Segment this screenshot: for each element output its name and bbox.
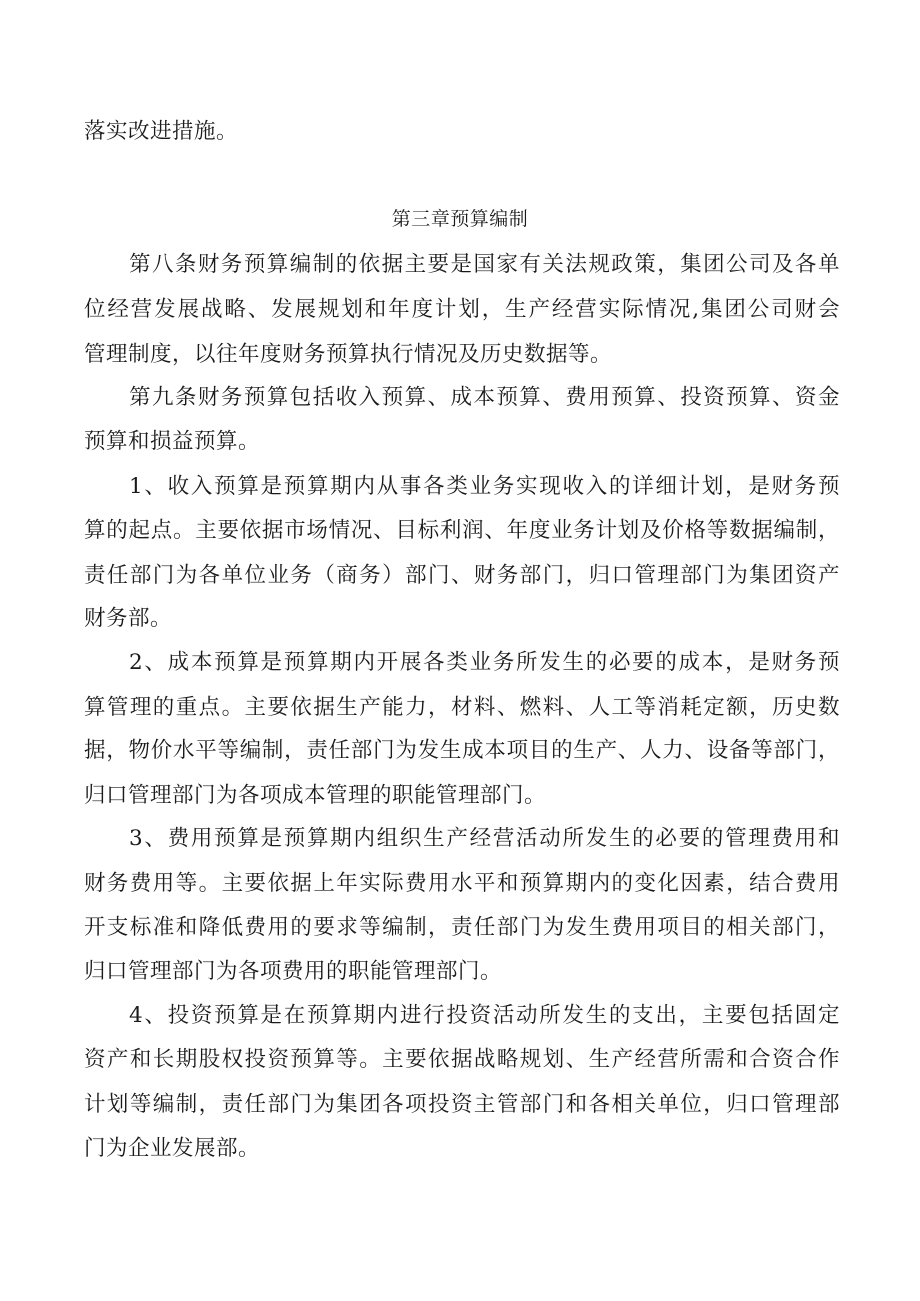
paragraph-line: 门为企业发展部。 (84, 1136, 261, 1161)
paragraph-line: 计划等编制，责任部门为集团各项投资主管部门和各相关单位，归口管理部 (84, 1092, 840, 1117)
paragraph-line: 算管理的重点。主要依据生产能力，材料、燃料、人工等消耗定额，历史数 (84, 695, 840, 720)
paragraph-line: 位经营发展战略、发展规划和年度计划，生产经营实际情况,集团公司财会 (84, 297, 840, 322)
paragraph-line: 算的起点。主要依据市场情况、目标利润、年度业务计划及价格等数据编制， (84, 518, 840, 543)
paragraph-line: 归口管理部门为各项费用的职能管理部门。 (84, 959, 503, 984)
paragraph-line: 预算和损益预算。 (84, 429, 261, 454)
chapter-heading: 第三章预算编制 (391, 208, 529, 230)
paragraph-line: 开支标准和降低费用的要求等编制，责任部门为发生费用项目的相关部门， (84, 915, 840, 940)
paragraph-line: 归口管理部门为各项成本管理的职能管理部门。 (84, 783, 547, 808)
paragraph-line: 第九条财务预算包括收入预算、成本预算、费用预算、投资预算、资金 (129, 385, 840, 410)
paragraph-line: 落实改进措施。 (84, 119, 239, 144)
paragraph-line: 3、费用预算是预算期内组织生产经营活动所发生的必要的管理费用和 (129, 826, 840, 851)
paragraph-line: 责任部门为各单位业务（商务）部门、财务部门，归口管理部门为集团资产 (84, 563, 840, 588)
paragraph-line: 第八条财务预算编制的依据主要是国家有关法规政策，集团公司及各单 (129, 252, 840, 277)
paragraph-line: 据，物价水平等编制，责任部门为发生成本项目的生产、人力、设备等部门， (84, 738, 840, 763)
paragraph-line: 1、收入预算是预算期内从事各类业务实现收入的详细计划，是财务预 (129, 474, 840, 499)
paragraph-line: 4、投资预算是在预算期内进行投资活动所发生的支出，主要包括固定 (129, 1003, 840, 1028)
paragraph-line: 2、成本预算是预算期内开展各类业务所发生的必要的成本，是财务预 (129, 650, 840, 675)
paragraph-line: 资产和长期股权投资预算等。主要依据战略规划、生产经营所需和合资合作 (84, 1047, 840, 1072)
paragraph-line: 财务部。 (84, 606, 173, 631)
paragraph-line: 财务费用等。主要依据上年实际费用水平和预算期内的变化因素，结合费用 (84, 871, 840, 896)
paragraph-line: 管理制度，以往年度财务预算执行情况及历史数据等。 (84, 342, 613, 367)
